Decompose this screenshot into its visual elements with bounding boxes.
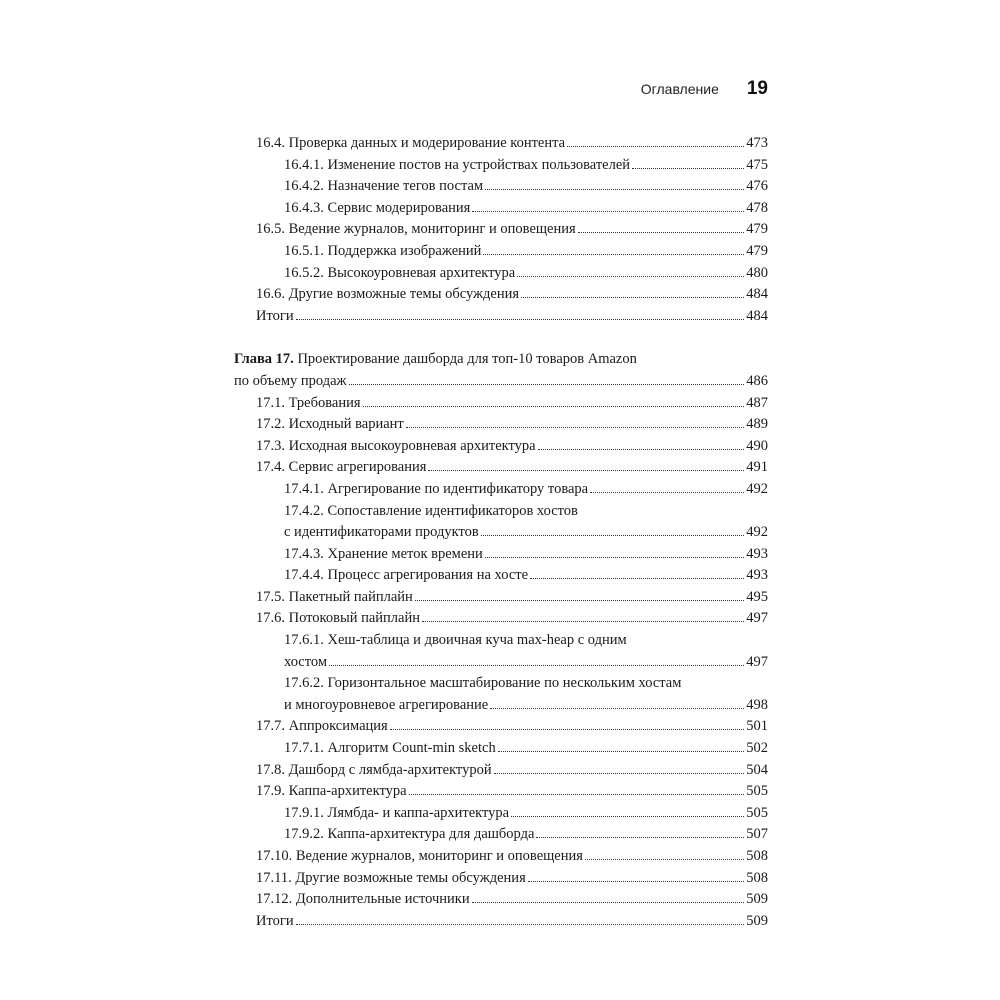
toc-entry-title: 17.4.3. Хранение меток времени [284, 545, 483, 562]
toc-entry-row [256, 133, 768, 155]
toc-entry-row [284, 652, 768, 674]
toc-entry-title: 17.5. Пакетный пайплайн [256, 588, 413, 605]
toc-entry [256, 587, 768, 609]
toc-entry-first-line [284, 501, 768, 523]
dot-leader [409, 794, 745, 795]
toc-entry-page: 479 [746, 221, 768, 238]
toc-entry-title-start: 17.6.1. Хеш-таблица и двоичная куча max-heap с одним [284, 632, 627, 649]
dot-leader [536, 837, 744, 838]
toc-entry-title: 17.4.1. Агрегирование по идентификатору товара [284, 480, 589, 497]
toc-entry-first-line [284, 673, 768, 695]
toc-entry [256, 781, 768, 803]
toc-entry-row [256, 846, 768, 868]
toc-entry-title-start: Проектирование дашборда для топ-10 товаров Amazon [297, 351, 637, 368]
dot-leader [511, 816, 744, 817]
toc-entry [284, 630, 768, 673]
toc-entry [256, 608, 768, 630]
toc-entry-page: 502 [746, 740, 768, 757]
toc-entry-page: 486 [746, 372, 768, 389]
chapter-label: Глава 17. [234, 351, 294, 368]
toc-entry-row [256, 284, 768, 306]
toc-entry-title: 17.9. Каппа-архитектура [256, 783, 407, 800]
toc-entry-page: 484 [746, 286, 768, 303]
toc-entry-title: 17.2. Исходный вариант [256, 416, 404, 433]
toc-entry-title: по объему продаж [234, 372, 347, 389]
dot-leader [590, 492, 744, 493]
toc-entry-row [234, 371, 768, 393]
toc-entry-page: 497 [746, 610, 768, 627]
toc-entry-page: 508 [746, 869, 768, 886]
toc-entry-title: 17.1. Требования [256, 394, 361, 411]
toc-entry-page: 509 [746, 891, 768, 908]
dot-leader [494, 773, 745, 774]
dot-leader [428, 470, 744, 471]
toc-entry-row [256, 911, 768, 933]
dot-leader [585, 859, 744, 860]
toc-entry [284, 263, 768, 285]
toc-entry-page: 497 [746, 653, 768, 670]
toc-entry-row [256, 414, 768, 436]
toc-entry [256, 133, 768, 155]
toc-entry-row [284, 263, 768, 285]
toc-entry-title: 17.6. Потоковый пайплайн [256, 610, 420, 627]
dot-leader [528, 881, 745, 882]
toc-entry [256, 284, 768, 306]
toc-entry-title: 16.5.1. Поддержка изображений [284, 242, 482, 259]
toc-entry-row [256, 889, 768, 911]
toc-entry-row [256, 219, 768, 241]
toc-entry [256, 414, 768, 436]
toc-entry-title-start: 17.4.2. Сопоставление идентификаторов хостов [284, 502, 578, 519]
toc-entry-page: 505 [746, 783, 768, 800]
toc-entry-page: 508 [746, 848, 768, 864]
toc-entry-first-line [284, 630, 768, 652]
toc-entry-row [256, 587, 768, 609]
toc-entry-title: 17.7.1. Алгоритм Count-min sketch [284, 740, 496, 757]
page-number: 19 [746, 78, 768, 99]
toc-entry-page: 504 [746, 761, 768, 778]
toc-entry-title: и многоуровневое агрегирование [284, 696, 489, 713]
toc-entry [256, 436, 768, 458]
toc-entry-row [256, 868, 768, 890]
toc-entry-row [284, 544, 768, 566]
toc-entry [256, 846, 768, 868]
toc-entry-page: 492 [746, 524, 768, 541]
dot-leader [485, 189, 744, 190]
dot-leader [483, 254, 744, 255]
toc-entry-first-line [234, 349, 768, 371]
dot-leader [296, 924, 745, 925]
toc-entry-page: 492 [746, 480, 768, 497]
toc-entry-row [284, 565, 768, 587]
toc-entry-title: 17.7. Аппроксимация [256, 718, 388, 735]
toc-entry-row [284, 803, 768, 825]
toc-entry-page: 478 [746, 199, 768, 216]
toc-entry-page: 479 [746, 242, 768, 259]
toc-entry-row [284, 824, 768, 846]
toc-entry-row [284, 198, 768, 220]
toc-entry-page: 489 [746, 416, 768, 433]
dot-leader [472, 211, 744, 212]
toc-entry-title: 17.3. Исходная высокоуровневая архитектура [256, 437, 536, 454]
toc-entry [256, 760, 768, 782]
toc-entry-title: 16.6. Другие возможные темы обсуждения [256, 286, 520, 303]
toc-entry-page: 484 [746, 307, 768, 324]
toc-entry [284, 176, 768, 198]
toc-chapter-entry [234, 349, 768, 392]
toc-entry [284, 501, 768, 544]
toc-entry-row [256, 457, 768, 479]
toc-entry-page: 475 [746, 156, 768, 173]
toc-entry-title: 16.4.2. Назначение тегов постам [284, 178, 484, 195]
toc-entry-page: 491 [746, 459, 768, 476]
dot-leader [349, 384, 745, 385]
toc-entry [284, 241, 768, 263]
dot-leader [490, 708, 744, 709]
toc-entry-title: 17.4. Сервис агрегирования [256, 459, 427, 476]
dot-leader [329, 665, 744, 666]
toc-entry-row [256, 608, 768, 630]
toc-entry [256, 716, 768, 738]
dot-leader [390, 729, 745, 730]
toc-entry-page: 498 [746, 696, 768, 713]
toc-entry-row [256, 393, 768, 415]
toc-entry-row [284, 738, 768, 760]
toc-entry [284, 803, 768, 825]
running-title: Оглавление [640, 81, 719, 97]
dot-leader [485, 557, 744, 558]
toc-entry [256, 393, 768, 415]
table-of-contents [234, 133, 768, 932]
toc-entry-row [256, 306, 768, 328]
dot-leader [578, 232, 745, 233]
toc-entry-title: 17.11. Другие возможные темы обсуждения [256, 869, 526, 886]
toc-entry-page: 507 [746, 826, 768, 843]
toc-entry-title: 17.8. Дашборд с лямбда-архитектурой [256, 761, 492, 778]
toc-entry [284, 198, 768, 220]
dot-leader [363, 406, 745, 407]
toc-entry-row [284, 695, 768, 717]
toc-entry [256, 457, 768, 479]
toc-entry-row [256, 781, 768, 803]
toc-entry-title: 16.4.3. Сервис модерирования [284, 199, 471, 216]
toc-entry-title: 17.12. Дополнительные источники [256, 891, 470, 908]
toc-entry-row [284, 241, 768, 263]
toc-entry-title: 16.5.2. Высокоуровневая архитектура [284, 264, 516, 281]
dot-leader [632, 168, 744, 169]
toc-entry [256, 219, 768, 241]
toc-entry-row [284, 176, 768, 198]
toc-entry-row [284, 522, 768, 544]
dot-leader [567, 146, 744, 147]
dot-leader [406, 427, 744, 428]
toc-entry-page: 509 [746, 912, 768, 929]
dot-leader [296, 319, 745, 320]
toc-entry-row [284, 155, 768, 177]
toc-entry-page: 480 [746, 264, 768, 281]
toc-entry-title: 16.4. Проверка данных и модерирование контента [256, 135, 566, 151]
dot-leader [481, 535, 745, 536]
toc-entry-page: 487 [746, 394, 768, 411]
dot-leader [498, 751, 745, 752]
dot-leader [538, 449, 745, 450]
toc-entry-title: Итоги [256, 307, 294, 324]
toc-entry [284, 155, 768, 177]
toc-entry [256, 306, 768, 328]
dot-leader [422, 621, 744, 622]
toc-entry-page: 490 [746, 437, 768, 454]
toc-entry-row [284, 479, 768, 501]
toc-entry [284, 673, 768, 716]
toc-entry [256, 889, 768, 911]
dot-leader [521, 297, 744, 298]
toc-entry-page: 493 [746, 567, 768, 584]
toc-entry-title: хостом [284, 653, 328, 670]
toc-entry-row [256, 436, 768, 458]
page-header [641, 78, 768, 100]
toc-entry [284, 565, 768, 587]
toc-entry-row [256, 760, 768, 782]
toc-entry-page: 493 [746, 545, 768, 562]
toc-entry-page: 476 [746, 178, 768, 195]
toc-entry-title: 17.9.1. Лямбда- и каппа-архитектура [284, 804, 510, 821]
toc-entry-title: 16.4.1. Изменение постов на устройствах пользователей [284, 156, 631, 173]
toc-entry [256, 911, 768, 933]
dot-leader [517, 276, 744, 277]
toc-entry-page: 501 [746, 718, 768, 735]
toc-entry-row [256, 716, 768, 738]
toc-entry [284, 824, 768, 846]
dot-leader [530, 578, 744, 579]
toc-entry-title: с идентификаторами продуктов [284, 524, 479, 541]
toc-entry-title: 16.5. Ведение журналов, мониторинг и оповещения [256, 221, 576, 238]
toc-entry [284, 738, 768, 760]
toc-entry [284, 544, 768, 566]
dot-leader [415, 600, 744, 601]
toc-entry-title-start: 17.6.2. Горизонтальное масштабирование по нескольким хостам [284, 675, 682, 692]
toc-entry-page: 505 [746, 804, 768, 821]
dot-leader [472, 902, 745, 903]
toc-entry [256, 868, 768, 890]
toc-entry-page: 495 [746, 588, 768, 605]
toc-entry [284, 479, 768, 501]
toc-entry-title: 17.9.2. Каппа-архитектура для дашборда [284, 826, 535, 843]
toc-entry-title: 17.10. Ведение журналов, мониторинг и оповещения [256, 848, 583, 864]
toc-entry-page: 473 [746, 135, 768, 151]
toc-entry-title: Итоги [256, 912, 294, 929]
toc-entry-title: 17.4.4. Процесс агрегирования на хосте [284, 567, 529, 584]
